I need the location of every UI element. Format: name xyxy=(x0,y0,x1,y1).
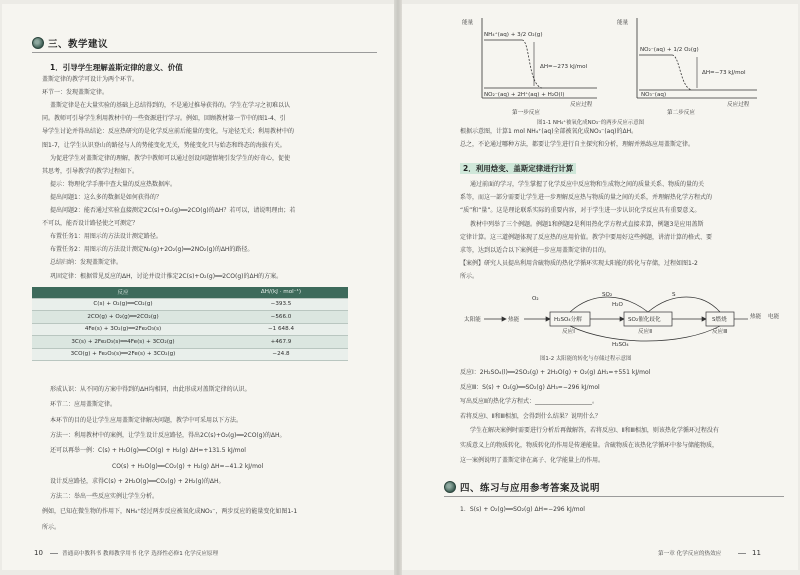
text-line: 为促进学生对盖斯定律的理解，教学中教师可以通过创设问题情境引发学生的好奇心，促使 xyxy=(50,154,291,162)
text-line: 图1-7，让学生认识登山的路径与人的势能变化无关，势能变化只与始态和终态的海拔有关。 xyxy=(42,141,286,149)
section-title: 三、教学建议 xyxy=(48,39,109,50)
page-number-right: 11 xyxy=(752,549,761,557)
table-cell-dh: −566.0 xyxy=(214,311,348,324)
table-row xyxy=(32,298,348,311)
fig1-panel-label-1: 第一步反应 xyxy=(512,110,540,116)
text-line: 设计反应路径，求得C(s) + 2H₂O(g)══CO₂(g) + 2H₂(g)的ΔH。 xyxy=(50,477,225,485)
text-line: 反应Ⅲ：S(s) + O₂(g)══SO₂(g) ΔH₃=−296 kJ/mol xyxy=(460,383,600,391)
section-heading-4 xyxy=(444,480,600,494)
table-cell-reaction: 3CO(g) + Fe₂O₃(s)══2Fe(s) + 3CO₂(g) xyxy=(32,348,214,361)
text-line: 写出反应Ⅱ的热化学方程式：___________________。 xyxy=(460,398,598,406)
fig2-r3: S燃烧 xyxy=(712,317,727,323)
fig1-energy-label-1: 能量 xyxy=(462,20,474,26)
text-line: 所示。 xyxy=(42,523,61,531)
text-line: 反应Ⅰ：2H₂SO₄(l)══2SO₂(g) + 2H₂O(g) + O₂(g) ΔH₁=+551 kJ/mol xyxy=(460,369,651,376)
table-row xyxy=(32,311,348,324)
text-line: 根据示意图，计算1 mol NH₄⁺(aq)全部被氧化成NO₃⁻(aq)的ΔH。 xyxy=(460,128,638,135)
right-page xyxy=(402,4,798,570)
fig2-heat1: 热能 xyxy=(508,317,520,323)
fig1-energy-label-2: 能量 xyxy=(617,20,629,26)
table-cell-reaction: 4Fe(s) + 3O₂(g)══2Fe₂O₃(s) xyxy=(32,323,214,336)
section-heading-3 xyxy=(32,36,108,50)
fig1-path-1: 反应过程 xyxy=(570,102,593,108)
fig1-panel-label-2: 第二步反应 xyxy=(667,110,695,116)
text-line: 提示：物理化学手册中查大量的反应热数据库。 xyxy=(50,180,177,188)
text-line: 【案例】研究人员提出利用含硫物质的热化学循环实现太阳能的转化与存储，过程如图1-2 xyxy=(460,260,698,268)
text-line: CO(s) + H₂O(g)══CO₂(g) + H₂(g) ΔH=−41.2 kJ/mol xyxy=(112,462,264,470)
text-line: 方法二：举出一些反应实例让学生分析。 xyxy=(50,493,159,501)
table-cell-reaction: 2CO(g) + O₂(g)══2CO₂(g) xyxy=(32,311,214,324)
text-line: 系等，而这一部分需要让学生进一步理解反应热与物质的量之间的关系，并理解热化学方程式的 xyxy=(460,194,713,202)
fig2-elec: 电能 xyxy=(768,314,780,320)
table-cell-dh: −24.8 xyxy=(214,348,348,361)
fig2-heat2: 热能 xyxy=(750,314,762,320)
section-rule xyxy=(32,52,377,53)
footer-rule xyxy=(50,553,58,554)
fig1-top-1: NH₄⁺(aq) + 3/2 O₂(g) xyxy=(484,32,543,38)
figure-1-1-caption: 图1-1 NH₄⁺被氧化成NO₃⁻的两步反应示意图 xyxy=(537,120,644,126)
text-line: 求等，达到以适合以下案例进一步应用盖斯定律的目的。 xyxy=(460,247,611,254)
text-line: 巩固定律：根据常见反应的ΔH，讨论并设计推定2C(s)+O₂(g)══2CO(g)的ΔH的方案。 xyxy=(50,272,283,280)
text-line: 环节一：发现盖斯定律。 xyxy=(42,89,109,97)
fig1-dh-2: ΔH=−73 kJ/mol xyxy=(702,70,746,76)
table-cell-dh: +467.9 xyxy=(214,336,348,349)
text-line: 还可以再举一例：C(s) + H₂O(g)══CO(g) + H₂(g) ΔH=+131.5 kJ/mol xyxy=(50,447,246,455)
table-header-reaction: 反应 xyxy=(32,287,214,298)
table-cell-dh: −393.5 xyxy=(214,298,348,311)
text-line: 例如，已知在微生物的作用下，NH₄⁺经过两步反应被氧化成NO₃⁻，两步反应的能量变化如图1-1 xyxy=(42,508,298,516)
text-line: 提出问题2：能否通过实验直接测定2C(s)+O₂(g)══2CO(g)的ΔH？若可以，请说明理由；若 xyxy=(50,207,296,214)
book-spine xyxy=(394,0,402,575)
text-line: 所示。 xyxy=(460,273,479,281)
text-line: 总之，不论通过哪种方法，都要让学生进行自主探究和分析，理解并熟练应用盖斯定律。 xyxy=(460,141,695,148)
table-cell-reaction: 3C(s) + 2Fe₂O₃(s)══4Fe(s) + 3CO₂(g) xyxy=(32,336,214,349)
text-line: 盖斯定律是在大量实验的基础上总结得到的，不是通过推导获得的。学生在学习之初难以认 xyxy=(50,102,291,110)
section-bullet-icon xyxy=(444,481,456,493)
fig2-r2-label: 反应Ⅱ xyxy=(638,329,652,335)
figure-1-1 xyxy=(462,10,762,120)
fig1-bottom-1: NO₂⁻(aq) + 2H⁺(aq) + H₂O(l) xyxy=(484,92,565,98)
fig1-bottom-2: NO₃⁻(aq) xyxy=(641,92,667,98)
text-line: 方法一：利用教材中的案例，让学生设计反应路径，得出2C(s)+O₂(g)══2CO(g)的ΔH。 xyxy=(50,431,286,439)
fig2-o2: O₂ xyxy=(532,296,539,302)
left-page xyxy=(2,4,394,570)
text-line: 若将反应Ⅰ、Ⅱ和Ⅲ相加，会得到什么结果？说明什么？ xyxy=(460,412,601,420)
footer-series: 普通高中教科书 教师教学用书 化学 选择性必修1 化学反应原理 xyxy=(62,551,219,557)
section-rule-4 xyxy=(444,496,784,497)
figure-1-2-caption: 图1-2 太阳能的转化与存储过程示意图 xyxy=(540,356,632,362)
fig1-top-2: NO₂⁻(aq) + 1/2 O₂(g) xyxy=(640,47,699,53)
fig2-r1-label: 反应Ⅰ xyxy=(562,329,575,335)
table-cell-reaction: C(s) + O₂(g)══CO₂(g) xyxy=(32,298,214,311)
fig2-h2o: H₂O xyxy=(612,302,623,308)
fig2-h2so4: H₂SO₄ xyxy=(612,342,629,348)
fig1-dh-1: ΔH=−273 kJ/mol xyxy=(540,64,588,70)
text-line: 布置任务1：用图示的方法设计测定路径。 xyxy=(50,233,162,241)
text-line: 形成认识：从不同的方案中得到的ΔH均相同，由此形成对盖斯定律的认识。 xyxy=(50,386,251,393)
fig2-r2: SO₂催化歧化 xyxy=(628,317,661,323)
text-line: 通过前面的学习，学生掌握了化学反应中反应物和生成物之间的质量关系、物质的量的关 xyxy=(470,181,705,188)
text-line: 学生在解决案例时需要进行分析后再做解答，若将反应Ⅰ、Ⅱ和Ⅲ相加，则该热化学循环过程没有 xyxy=(470,427,719,435)
fig2-r1: H₂SO₄分解 xyxy=(554,317,582,323)
text-line: 同。教师可引导学生利用教材中的一些资源进行学习。例如，回顾教材第一节中的图1-4、引 xyxy=(42,115,286,123)
table-cell-dh: −1 648.4 xyxy=(214,323,348,336)
figure-1-2 xyxy=(462,288,782,350)
subheading-1: 1．引导学生理解盖斯定律的意义、价值 xyxy=(50,63,183,72)
text-line: 教材中列举了三个例题。例题1和例题2是利用热化学方程式直接求算，例题3是应用盖斯 xyxy=(470,220,704,228)
answer-1: 1．S(s) + O₂(g)══SO₂(g) ΔH=−296 kJ/mol xyxy=(460,506,585,513)
section-title-4: 四、练习与应用参考答案及说明 xyxy=(460,483,601,494)
text-line: 不可以，能否设计路径使之可测定？ xyxy=(42,220,139,228)
text-line: 盖斯定律的教学可设计为两个环节。 xyxy=(42,76,139,83)
section-bullet-icon xyxy=(32,37,44,49)
table-row xyxy=(32,348,348,361)
reaction-enthalpy-table xyxy=(32,287,348,361)
footer-rule-right xyxy=(738,553,746,554)
fig2-r3-label: 反应Ⅲ xyxy=(712,329,728,335)
text-line: 环节二：应用盖斯定律。 xyxy=(50,401,117,409)
text-line: 提出问题1：这么多的数据是如何获得的？ xyxy=(50,193,162,201)
subheading-2: 2．利用焓变、盖斯定律进行计算 xyxy=(460,163,576,174)
text-line: 实质意义上的物质转化，物质转化的作用是传递能量。含硫物质在该热化学循环中参与储能物质， xyxy=(460,442,719,449)
footer-chapter: 第一章 化学反应的热效应 xyxy=(658,551,722,557)
text-line: 这一案例说明了盖斯定律在离子、化学能量上的作用。 xyxy=(460,456,605,464)
fig1-path-2: 反应过程 xyxy=(727,102,750,108)
table-row xyxy=(32,336,348,349)
table-row xyxy=(32,323,348,336)
table-header-dh: ΔH/(kJ · mol⁻¹) xyxy=(214,287,348,298)
text-line: 总结归纳：发现盖斯定律。 xyxy=(50,259,123,267)
fig2-s: S xyxy=(672,292,676,298)
text-line: “质”和“量”。这是理论联系实际的重要内容，对于学生进一步认识化学反应具有重要意义。 xyxy=(460,207,701,215)
text-line: 布置任务2：用图示的方法设计测定N₂(g)+2O₂(g)══2NO₂(g)的ΔH的路径。 xyxy=(50,246,254,254)
text-line: 定律计算。这三道例题体现了反应热的应用价值。教学中要用好这些例题，讲清计算的格式、要 xyxy=(460,233,713,241)
fig2-so2: SO₂ xyxy=(602,292,613,298)
text-line: 导学生讨论并得出结论：反应热研究的是化学反应前后能量的变化，与途径无关；利用教材中的 xyxy=(42,128,295,136)
text-line: 本环节的目的是让学生应用盖斯定律解决问题，教学中可采用以下方法。 xyxy=(50,416,243,424)
fig2-sun: 太阳能 xyxy=(464,317,481,323)
page-number: 10 xyxy=(34,549,43,557)
text-line: 其思考，引导教学的教学过程如下。 xyxy=(42,167,139,175)
